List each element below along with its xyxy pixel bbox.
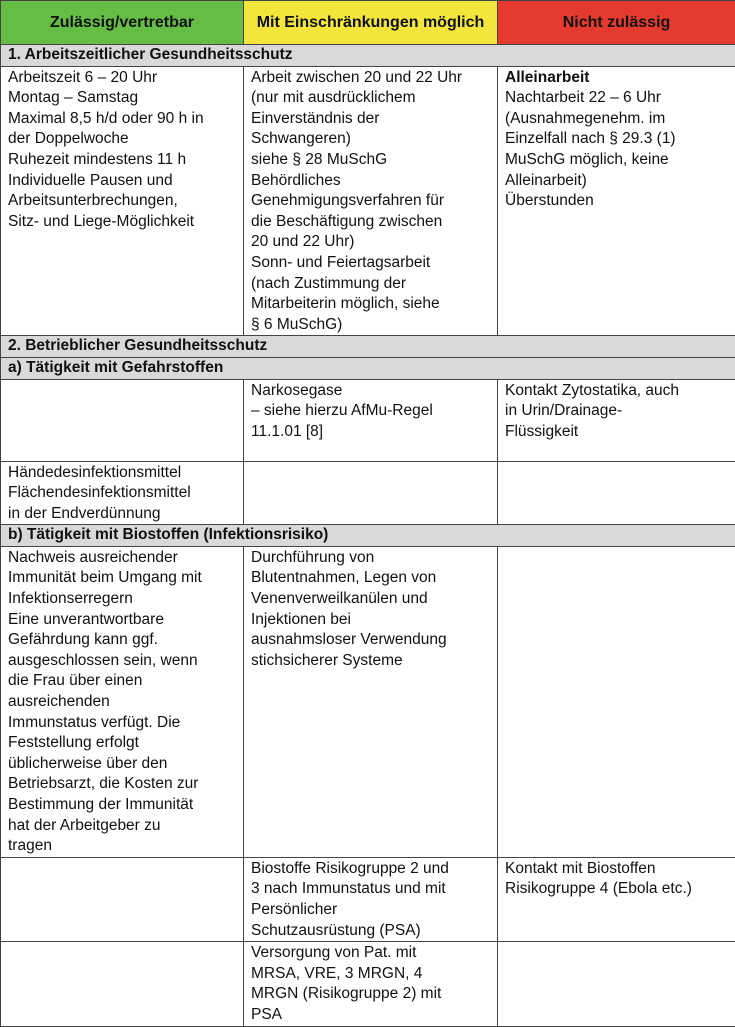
- cell-text-line: die Beschäftigung zwischen: [251, 212, 490, 233]
- section-row: [1, 336, 735, 358]
- cell-text-line: Flächendesinfektionsmittel: [8, 483, 236, 504]
- cell-text-line: Maximal 8,5 h/d oder 90 h in: [8, 109, 236, 130]
- cell-restricted: [244, 942, 498, 1026]
- cell-text-line: Arbeitszeit 6 – 20 Uhr: [8, 68, 236, 89]
- cell-text-line: Schwangeren): [251, 129, 490, 150]
- cell-text-line: stichsicherer Systeme: [251, 651, 490, 672]
- cell-text-line: Händedesinfektionsmittel: [8, 463, 236, 484]
- table-row: [1, 546, 735, 857]
- cell-forbidden: [498, 66, 735, 336]
- cell-text-line: Arbeitsunterbrechungen,: [8, 191, 236, 212]
- cell-text-line: PSA: [251, 1005, 490, 1026]
- header-allowed: Zulässig/vertretbar: [1, 1, 244, 45]
- cell-text-line: Flüssigkeit: [505, 422, 728, 443]
- table-row: [1, 942, 735, 1026]
- cell-text-line: Gefährdung kann ggf.: [8, 630, 236, 651]
- cell-text-line: Betriebsarzt, die Kosten zur: [8, 774, 236, 795]
- cell-text-line: Narkosegase: [251, 381, 490, 402]
- cell-text-line: Blutentnahmen, Legen von: [251, 568, 490, 589]
- cell-restricted: [244, 379, 498, 461]
- cell-text-line: ausreichenden: [8, 692, 236, 713]
- cell-forbidden: [498, 379, 735, 461]
- forbidden-heading: Alleinarbeit: [505, 68, 728, 89]
- subsection-title: a) Tätigkeit mit Gefahrstoffen: [1, 357, 735, 379]
- forbidden-text: [505, 88, 728, 212]
- cell-allowed: [1, 942, 244, 1026]
- cell-text-line: Ruhezeit mindestens 11 h: [8, 150, 236, 171]
- cell-text-line: siehe § 28 MuSchG: [251, 150, 490, 171]
- cell-forbidden: [498, 546, 735, 857]
- cell-text-line: Durchführung von: [251, 548, 490, 569]
- cell-allowed: [1, 66, 244, 336]
- table-row: [1, 66, 735, 336]
- cell-text-line: ausnahmsloser Verwendung: [251, 630, 490, 651]
- cell-text-line: (Ausnahmegenehm. im: [505, 109, 728, 130]
- cell-text-line: Sitz- und Liege-Möglichkeit: [8, 212, 236, 233]
- cell-text-line: Venenverweilkanülen und: [251, 589, 490, 610]
- header-restricted: Mit Einschränkungen möglich: [244, 1, 498, 45]
- section-title: 1. Arbeitszeitlicher Gesundheitsschutz: [1, 45, 735, 67]
- cell-text-line: Individuelle Pausen und: [8, 171, 236, 192]
- cell-text-line: 11.1.01 [8]: [251, 422, 490, 443]
- cell-restricted: [244, 546, 498, 857]
- cell-text-line: tragen: [8, 836, 236, 857]
- cell-text-line: Einzelfall nach § 29.3 (1): [505, 129, 728, 150]
- cell-allowed: [1, 857, 244, 941]
- cell-text-line: Schutzausrüstung (PSA): [251, 921, 490, 942]
- cell-text-line: Behördliches: [251, 171, 490, 192]
- cell-text-line: Montag – Samstag: [8, 88, 236, 109]
- cell-text-line: Genehmigungsverfahren für: [251, 191, 490, 212]
- cell-text-line: Versorgung von Pat. mit: [251, 943, 490, 964]
- cell-allowed: [1, 379, 244, 461]
- cell-text-line: Bestimmung der Immunität: [8, 795, 236, 816]
- cell-text-line: Risikogruppe 4 (Ebola etc.): [505, 879, 728, 900]
- table-row: [1, 379, 735, 461]
- cell-text-line: Eine unverantwortbare: [8, 610, 236, 631]
- cell-text-line: Alleinarbeit): [505, 171, 728, 192]
- cell-text-line: in der Endverdünnung: [8, 504, 236, 525]
- cell-text-line: die Frau über einen: [8, 671, 236, 692]
- cell-forbidden: [498, 942, 735, 1026]
- cell-text-line: in Urin/Drainage-: [505, 401, 728, 422]
- subsection-title: b) Tätigkeit mit Biostoffen (Infektionsrisiko): [1, 525, 735, 547]
- cell-text-line: Mitarbeiterin möglich, siehe: [251, 294, 490, 315]
- cell-text-line: Immunität beim Umgang mit: [8, 568, 236, 589]
- cell-text-line: Kontakt mit Biostoffen: [505, 859, 728, 880]
- header-row: [1, 1, 735, 45]
- cell-forbidden: [498, 461, 735, 525]
- cell-text-line: (nur mit ausdrücklichem: [251, 88, 490, 109]
- cell-restricted: [244, 461, 498, 525]
- cell-text-line: üblicherweise über den: [8, 754, 236, 775]
- cell-text-line: MRGN (Risikogruppe 2) mit: [251, 984, 490, 1005]
- cell-text-line: MuSchG möglich, keine: [505, 150, 728, 171]
- cell-text-line: hat der Arbeitgeber zu: [8, 816, 236, 837]
- cell-text-line: Biostoffe Risikogruppe 2 und: [251, 859, 490, 880]
- section-row: [1, 45, 735, 67]
- cell-text-line: MRSA, VRE, 3 MRGN, 4: [251, 964, 490, 985]
- cell-text-line: Nachtarbeit 22 – 6 Uhr: [505, 88, 728, 109]
- cell-text-line: Einverständnis der: [251, 109, 490, 130]
- cell-text-line: Feststellung erfolgt: [8, 733, 236, 754]
- table-row: [1, 461, 735, 525]
- cell-allowed: [1, 461, 244, 525]
- section-title: 2. Betrieblicher Gesundheitsschutz: [1, 336, 735, 358]
- cell-text-line: Injektionen bei: [251, 610, 490, 631]
- cell-text-line: der Doppelwoche: [8, 129, 236, 150]
- cell-text-line: Kontakt Zytostatika, auch: [505, 381, 728, 402]
- section-row: [1, 357, 735, 379]
- cell-text-line: Überstunden: [505, 191, 728, 212]
- cell-text-line: Persönlicher: [251, 900, 490, 921]
- cell-text-line: § 6 MuSchG): [251, 315, 490, 336]
- cell-text-line: Nachweis ausreichender: [8, 548, 236, 569]
- cell-text-line: Sonn- und Feiertagsarbeit: [251, 253, 490, 274]
- cell-text-line: 20 und 22 Uhr): [251, 232, 490, 253]
- cell-text-line: Immunstatus verfügt. Die: [8, 713, 236, 734]
- cell-text-line: Arbeit zwischen 20 und 22 Uhr: [251, 68, 490, 89]
- cell-restricted: [244, 857, 498, 941]
- cell-allowed: [1, 546, 244, 857]
- cell-restricted: [244, 66, 498, 336]
- cell-text-line: (nach Zustimmung der: [251, 274, 490, 295]
- section-row: [1, 525, 735, 547]
- cell-text-line: 3 nach Immunstatus und mit: [251, 879, 490, 900]
- cell-text-line: – siehe hierzu AfMu-Regel: [251, 401, 490, 422]
- header-forbidden: Nicht zulässig: [498, 1, 735, 45]
- table-row: [1, 857, 735, 941]
- cell-text-line: ausgeschlossen sein, wenn: [8, 651, 236, 672]
- cell-forbidden: [498, 857, 735, 941]
- cell-text-line: Infektionserregern: [8, 589, 236, 610]
